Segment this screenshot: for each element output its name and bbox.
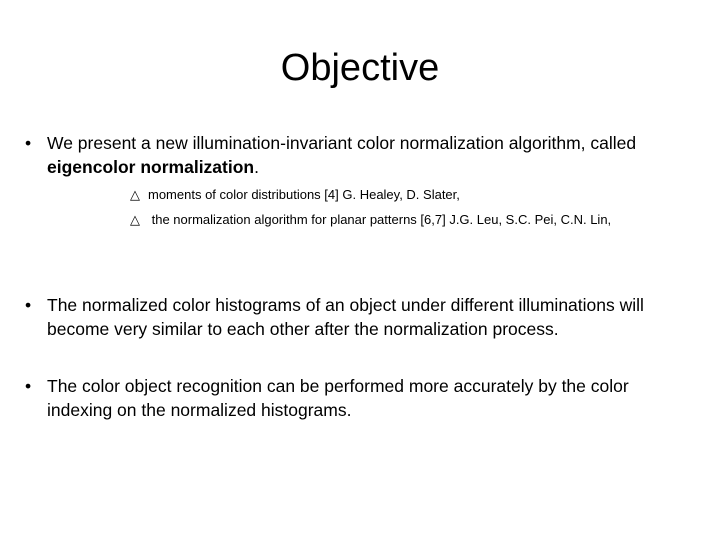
bullet-text: The normalized color histograms of an object under different illuminations will become very similar to each other after the normalization process. [47, 295, 644, 339]
sub-item-text: moments of color distributions [4] G. Healey, D. Slater, [148, 187, 460, 202]
triangle-icon: △ [130, 212, 140, 227]
sub-item [130, 186, 700, 204]
bullet-text-end: . [254, 157, 259, 177]
bullet-item [25, 131, 695, 179]
bullet-text-plain: We present a new illumination-invariant color normalization algorithm, called [47, 133, 637, 153]
bullet-item [25, 293, 695, 341]
bullet-dot-icon: • [25, 376, 32, 396]
bullet-text-bold: eigencolor normalization [47, 157, 255, 177]
bullet-dot-icon: • [25, 133, 32, 153]
sub-item [130, 211, 700, 229]
sub-item-text: the normalization algorithm for planar patterns [6,7] J.G. Leu, S.C. Pei, C.N. Lin, [148, 212, 612, 227]
bullet-text: The color object recognition can be performed more accurately by the color indexing on the normalized histograms. [47, 376, 629, 420]
bullet-item [25, 374, 695, 422]
slide-title: Objective [280, 47, 440, 89]
bullet-dot-icon: • [25, 295, 32, 315]
bullet-text [47, 131, 695, 179]
triangle-icon: △ [130, 187, 140, 202]
